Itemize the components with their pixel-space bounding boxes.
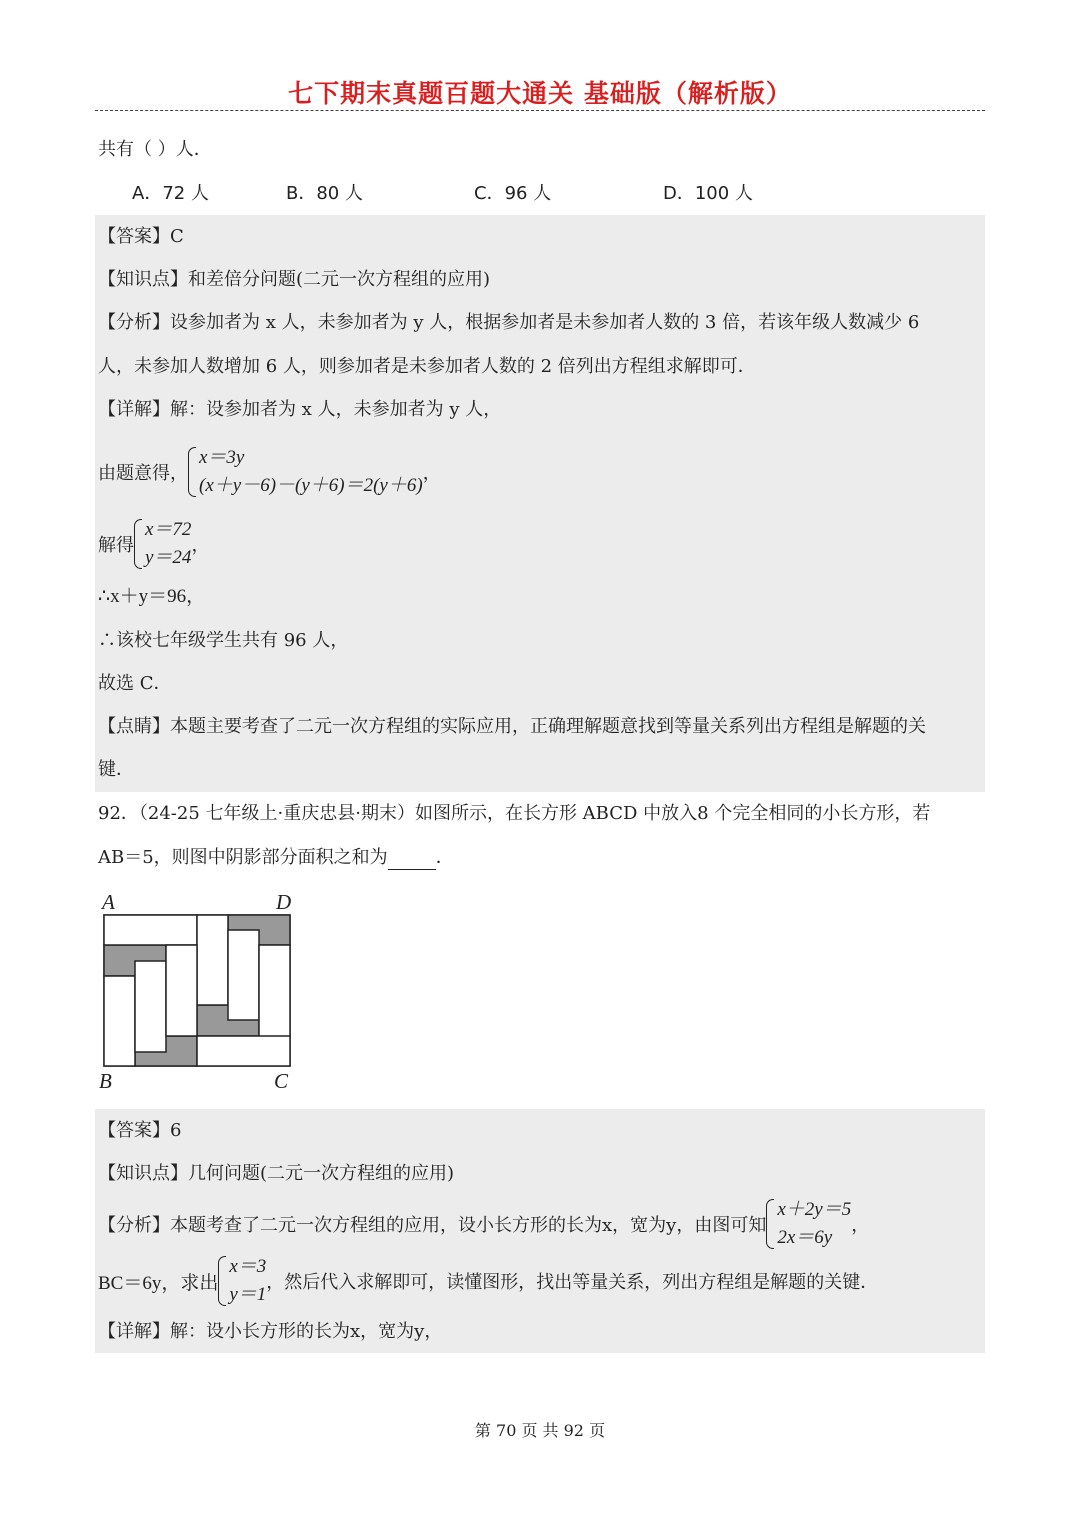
q91-eq-row1: x＝3y [199, 447, 245, 468]
q92-line2-text: ，然后代入求解即可，读懂图形，找出等量关系，列出方程组是解题的关键． [266, 1272, 879, 1293]
small-rectangle-5 [104, 976, 135, 1066]
small-rectangle-4 [259, 945, 290, 1037]
small-rectangle-2 [197, 915, 228, 1005]
vertex-label-a: A [102, 890, 115, 914]
q91-choose: 故选 C． [98, 673, 172, 694]
q91-eq-row2: (x＋y－6)－(y＋6)＝2(y＋6) [199, 475, 423, 496]
vertex-label-c: C [274, 1069, 289, 1093]
q91-solve-suffix: ， [191, 535, 210, 556]
small-rectangle-3 [228, 930, 259, 1020]
header-divider [95, 110, 985, 111]
q91-option-c: C．96 人 [474, 183, 552, 204]
q91-conclusion: ∴该校七年级学生共有 96 人， [98, 630, 349, 651]
brace-icon [188, 447, 196, 497]
q92-stem-line1: 92．（24-25 七年级上·重庆忠县·期末）如图所示，在长方形 ABCD 中放入8 个完全相同的小长方形，若 [98, 803, 931, 824]
brace-icon [218, 1256, 226, 1306]
brace-icon [766, 1199, 774, 1249]
q92-analysis-line2 [98, 1253, 878, 1309]
q91-equation-system [98, 444, 441, 500]
q92-stem-end: ． [435, 847, 454, 868]
q91-analysis-line1: 【分析】设参加者为 x 人，未参加者为 y 人，根据参加者是未参加者人数的 3 倍，若该年级人数减少 6 [98, 312, 920, 333]
page-number-footer: 第 70 页 共 92 页 [474, 1421, 606, 1440]
q92-analysis-line1 [98, 1196, 869, 1252]
q92-analysis-suffix: ， [851, 1215, 870, 1236]
q91-solution-system [98, 516, 209, 572]
vertex-label-b: B [99, 1069, 112, 1093]
q92-analysis-row2: 2x＝6y [777, 1227, 833, 1248]
q91-solve-prefix: 解得 [98, 535, 134, 556]
q91-stem-end: 共有（ ）人． [98, 139, 212, 160]
answer-blank [388, 851, 436, 870]
q91-comment-line1: 【点睛】本题主要考查了二元一次方程组的实际应用，正确理解题意找到等量关系列出方程组是解题的关 [98, 716, 926, 737]
rectangle-abcd-figure [96, 888, 306, 1098]
q92-stem-line2 [98, 846, 454, 870]
q91-answer: 【答案】C [98, 226, 184, 247]
q92-knowledge-point: 【知识点】几何问题(二元一次方程组的应用) [98, 1163, 455, 1184]
q91-solve-row2: y＝24 [145, 547, 192, 568]
q91-comment-line2: 键． [98, 759, 134, 780]
small-rectangle-8 [197, 1036, 290, 1066]
vertex-label-d: D [276, 890, 292, 914]
q92-stem-text: AB＝5，则图中阴影部分面积之和为 [98, 847, 388, 868]
brace-icon [134, 519, 142, 569]
q91-solve-row1: x＝72 [145, 519, 192, 540]
q91-solution-box [95, 215, 985, 792]
q91-sum: ∴x＋y＝96， [98, 586, 206, 607]
q91-option-d: D．100 人 [663, 183, 753, 204]
small-rectangle-6 [135, 961, 166, 1052]
q92-detail-intro: 【详解】解：设小长方形的长为x，宽为y， [98, 1321, 443, 1342]
small-rectangle-7 [166, 945, 197, 1036]
q92-line2-row1: x＝3 [229, 1256, 267, 1277]
q92-answer: 【答案】6 [98, 1120, 182, 1141]
q91-option-a: A．72 人 [132, 183, 209, 204]
q92-bc-expression: BC＝6y，求出 [98, 1272, 219, 1294]
q91-detail-intro: 【详解】解：设参加者为 x 人，未参加者为 y 人， [98, 399, 502, 420]
q91-eq-prefix: 由题意得， [98, 463, 188, 484]
q92-analysis-row1: x＋2y＝5 [777, 1199, 852, 1220]
q92-analysis-text: 【分析】本题考查了二元一次方程组的应用，设小长方形的长为x，宽为y，由图可知 [98, 1215, 767, 1236]
small-rectangle-1 [104, 915, 197, 945]
q91-option-b: B．80 人 [286, 183, 363, 204]
q92-line2-row2: y＝1 [229, 1284, 267, 1305]
page-header-title: 七下期末真题百题大通关 基础版（解析版） [288, 79, 792, 108]
q91-knowledge-point: 【知识点】和差倍分问题(二元一次方程组的应用) [98, 269, 491, 290]
q91-eq-suffix: ， [422, 463, 441, 484]
q91-analysis-line2: 人，未参加人数增加 6 人，则参加者是未参加者人数的 2 倍列出方程组求解即可． [98, 356, 756, 377]
